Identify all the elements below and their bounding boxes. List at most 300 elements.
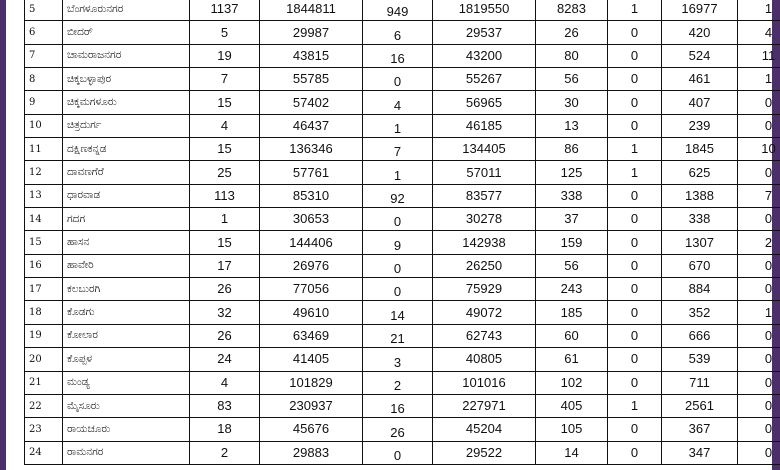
new-discharged-cell xyxy=(662,21,738,44)
table-row xyxy=(25,208,780,231)
new-discharged-cell xyxy=(662,324,738,347)
discharged-value: 1819550 xyxy=(458,1,510,17)
deaths-cell xyxy=(536,348,608,371)
other-deaths-value: 0 xyxy=(630,211,639,227)
total-positive-cell xyxy=(260,44,363,67)
active-cases-value: 4 xyxy=(220,117,229,133)
district-name-cell: ದಕ್ಷಿಣಕನ್ನಡ xyxy=(63,138,190,161)
total-positive-value: 85310 xyxy=(292,187,330,203)
serial-number-cell: 9 xyxy=(25,91,63,114)
new-cases-cell xyxy=(363,161,433,184)
other-deaths-value: 0 xyxy=(630,374,639,390)
new-discharged-value: 1388 xyxy=(685,187,714,203)
new-discharged-cell xyxy=(662,231,738,254)
deaths-value: 56 xyxy=(564,71,579,87)
deaths-cell xyxy=(536,418,608,441)
active-cases-value: 25 xyxy=(217,164,232,180)
serial-number-cell: 10 xyxy=(25,114,63,137)
new-discharged-cell xyxy=(662,348,738,371)
deaths-value: 185 xyxy=(560,304,583,320)
active-cases-value: 15 xyxy=(217,94,232,110)
total-positive-value: 26976 xyxy=(292,257,330,273)
icu-value: 0 xyxy=(764,164,773,180)
new-discharged-cell xyxy=(662,44,738,67)
other-deaths-cell xyxy=(608,161,662,184)
other-deaths-cell xyxy=(608,348,662,371)
deaths-cell xyxy=(536,301,608,324)
table-row xyxy=(25,394,780,417)
table-row xyxy=(25,138,780,161)
district-name-cell: ರಾಯಚೂರು xyxy=(63,418,190,441)
new-discharged-cell xyxy=(662,184,738,207)
icu-cell xyxy=(738,348,780,371)
icu-cell xyxy=(738,208,780,231)
total-positive-cell xyxy=(260,114,363,137)
icu-value: 0 xyxy=(764,281,773,297)
new-cases-value: 26 xyxy=(390,424,405,440)
total-positive-value: 55785 xyxy=(292,71,330,87)
icu-value: 2 xyxy=(764,234,773,250)
deaths-value: 37 xyxy=(564,211,579,227)
discharged-cell xyxy=(433,138,536,161)
new-discharged-cell xyxy=(662,138,738,161)
discharged-value: 26250 xyxy=(465,257,503,273)
district-name-cell: ಚಾಮರಾಜನಗರ xyxy=(63,44,190,67)
new-cases-value: 1 xyxy=(393,167,402,183)
new-cases-cell xyxy=(363,68,433,91)
other-deaths-cell xyxy=(608,418,662,441)
new-cases-value: 3 xyxy=(393,354,402,370)
other-deaths-value: 0 xyxy=(630,351,639,367)
icu-value: 0 xyxy=(764,94,773,110)
discharged-cell xyxy=(433,208,536,231)
icu-cell xyxy=(738,324,780,347)
icu-value: 0 xyxy=(764,327,773,343)
active-cases-value: 1137 xyxy=(210,1,239,17)
table-row xyxy=(25,278,780,301)
total-positive-cell xyxy=(260,394,363,417)
other-deaths-cell xyxy=(608,371,662,394)
icu-value: 7 xyxy=(764,187,773,203)
active-cases-value: 7 xyxy=(220,71,229,87)
deaths-cell xyxy=(536,138,608,161)
new-discharged-value: 16977 xyxy=(681,1,718,17)
deaths-value: 405 xyxy=(560,398,583,414)
total-positive-cell xyxy=(260,138,363,161)
new-discharged-value: 347 xyxy=(688,444,711,460)
active-cases-cell xyxy=(190,231,260,254)
total-positive-value: 41405 xyxy=(292,351,330,367)
icu-value: 0 xyxy=(764,421,773,437)
active-cases-cell xyxy=(190,301,260,324)
new-cases-cell xyxy=(363,441,433,464)
other-deaths-cell xyxy=(608,21,662,44)
other-deaths-cell xyxy=(608,441,662,464)
discharged-cell xyxy=(433,324,536,347)
total-positive-cell xyxy=(260,348,363,371)
new-cases-cell xyxy=(363,208,433,231)
active-cases-cell xyxy=(190,161,260,184)
new-discharged-value: 239 xyxy=(688,117,711,133)
new-discharged-value: 625 xyxy=(688,164,711,180)
active-cases-value: 4 xyxy=(220,374,229,390)
other-deaths-cell xyxy=(608,301,662,324)
table-row xyxy=(25,161,780,184)
active-cases-cell xyxy=(190,114,260,137)
active-cases-value: 17 xyxy=(217,257,232,273)
deaths-value: 102 xyxy=(560,374,583,390)
total-positive-value: 45676 xyxy=(292,421,330,437)
deaths-value: 86 xyxy=(564,141,579,157)
other-deaths-cell xyxy=(608,44,662,67)
discharged-value: 62743 xyxy=(465,327,503,343)
active-cases-value: 24 xyxy=(217,351,232,367)
icu-cell xyxy=(738,161,780,184)
new-cases-cell xyxy=(363,278,433,301)
icu-value: 1 xyxy=(764,1,773,17)
discharged-value: 40805 xyxy=(465,351,503,367)
discharged-value: 134405 xyxy=(462,141,506,157)
deaths-value: 243 xyxy=(560,281,583,297)
discharged-value: 49072 xyxy=(465,304,503,320)
district-name-cell: ಚಿತ್ರದುರ್ಗ xyxy=(63,114,190,137)
deaths-value: 30 xyxy=(564,94,579,110)
new-discharged-value: 539 xyxy=(688,351,711,367)
new-discharged-value: 666 xyxy=(688,327,711,343)
other-deaths-cell xyxy=(608,254,662,277)
icu-cell xyxy=(738,231,780,254)
deaths-cell xyxy=(536,278,608,301)
deaths-cell xyxy=(536,91,608,114)
discharged-value: 29522 xyxy=(465,444,503,460)
icu-value: 0 xyxy=(764,351,773,367)
active-cases-cell xyxy=(190,184,260,207)
district-name-cell: ಧಾರವಾಡ xyxy=(63,184,190,207)
other-deaths-cell xyxy=(608,114,662,137)
new-cases-value: 949 xyxy=(386,4,409,20)
new-discharged-cell xyxy=(662,114,738,137)
serial-number-cell: 8 xyxy=(25,68,63,91)
district-name-cell: ಕೊಡಗು xyxy=(63,301,190,324)
active-cases-cell xyxy=(190,418,260,441)
new-cases-value: 7 xyxy=(393,144,402,160)
new-cases-value: 6 xyxy=(393,27,402,43)
other-deaths-value: 0 xyxy=(630,421,639,437)
discharged-cell xyxy=(433,254,536,277)
active-cases-cell xyxy=(190,324,260,347)
deaths-value: 14 xyxy=(564,444,579,460)
icu-cell xyxy=(738,91,780,114)
deaths-value: 61 xyxy=(564,351,579,367)
discharged-cell xyxy=(433,231,536,254)
district-name-cell: ಬೆಂಗಳೂರುನಗರ xyxy=(63,0,190,21)
active-cases-cell xyxy=(190,0,260,21)
discharged-value: 43200 xyxy=(465,47,503,63)
district-name-cell: ಹಾಸನ xyxy=(63,231,190,254)
icu-value: 1 xyxy=(764,71,773,87)
deaths-value: 56 xyxy=(564,257,579,273)
total-positive-value: 63469 xyxy=(292,327,330,343)
serial-number-cell: 6 xyxy=(25,21,63,44)
icu-cell xyxy=(738,0,780,21)
left-border-bar xyxy=(0,0,6,470)
deaths-cell xyxy=(536,161,608,184)
active-cases-cell xyxy=(190,278,260,301)
active-cases-cell xyxy=(190,441,260,464)
other-deaths-cell xyxy=(608,91,662,114)
new-cases-cell xyxy=(363,348,433,371)
icu-value: 1 xyxy=(764,304,773,320)
icu-cell xyxy=(738,301,780,324)
new-cases-value: 16 xyxy=(390,51,405,67)
deaths-value: 159 xyxy=(560,234,583,250)
new-cases-value: 0 xyxy=(393,74,402,90)
new-discharged-value: 1845 xyxy=(685,141,714,157)
other-deaths-cell xyxy=(608,0,662,21)
new-discharged-cell xyxy=(662,0,738,21)
new-cases-cell xyxy=(363,184,433,207)
icu-value: 0 xyxy=(764,444,773,460)
total-positive-cell xyxy=(260,21,363,44)
new-cases-value: 0 xyxy=(393,261,402,277)
discharged-value: 75929 xyxy=(465,281,503,297)
discharged-value: 55267 xyxy=(465,71,503,87)
other-deaths-value: 0 xyxy=(630,117,639,133)
other-deaths-value: 0 xyxy=(630,24,639,40)
total-positive-cell xyxy=(260,0,363,21)
serial-number-cell: 7 xyxy=(25,44,63,67)
discharged-cell xyxy=(433,371,536,394)
district-name-cell: ರಾಮನಗರ xyxy=(63,441,190,464)
new-discharged-value: 2561 xyxy=(685,398,714,414)
new-discharged-cell xyxy=(662,254,738,277)
active-cases-value: 32 xyxy=(217,304,232,320)
total-positive-value: 46437 xyxy=(292,117,330,133)
total-positive-cell xyxy=(260,208,363,231)
new-discharged-value: 524 xyxy=(688,47,711,63)
active-cases-cell xyxy=(190,348,260,371)
discharged-cell xyxy=(433,301,536,324)
total-positive-cell xyxy=(260,254,363,277)
district-name-cell: ಕೋಲಾರ xyxy=(63,324,190,347)
icu-value: 0 xyxy=(764,117,773,133)
new-cases-cell xyxy=(363,254,433,277)
icu-cell xyxy=(738,138,780,161)
other-deaths-value: 0 xyxy=(630,47,639,63)
other-deaths-value: 0 xyxy=(630,257,639,273)
discharged-cell xyxy=(433,68,536,91)
deaths-cell xyxy=(536,21,608,44)
discharged-value: 142938 xyxy=(462,234,506,250)
new-discharged-value: 670 xyxy=(688,257,711,273)
new-cases-value: 2 xyxy=(393,377,402,393)
new-cases-value: 0 xyxy=(393,284,402,300)
icu-value: 0 xyxy=(764,211,773,227)
serial-number-cell: 11 xyxy=(25,138,63,161)
new-discharged-value: 420 xyxy=(688,24,711,40)
deaths-cell xyxy=(536,371,608,394)
other-deaths-value: 0 xyxy=(630,94,639,110)
new-discharged-value: 407 xyxy=(688,94,711,110)
district-name-cell: ಮೈಸೂರು xyxy=(63,394,190,417)
icu-cell xyxy=(738,114,780,137)
district-name-cell: ಗದಗ xyxy=(63,208,190,231)
serial-number-cell: 24 xyxy=(25,441,63,464)
table-row xyxy=(25,44,780,67)
discharged-value: 57011 xyxy=(466,164,502,180)
icu-value: 4 xyxy=(764,24,773,40)
table-row xyxy=(25,0,780,21)
new-discharged-cell xyxy=(662,418,738,441)
other-deaths-value: 0 xyxy=(630,281,639,297)
discharged-cell xyxy=(433,441,536,464)
table-row xyxy=(25,91,780,114)
icu-cell xyxy=(738,68,780,91)
deaths-cell xyxy=(536,231,608,254)
new-cases-value: 14 xyxy=(390,307,405,323)
active-cases-value: 1 xyxy=(220,211,229,227)
active-cases-value: 15 xyxy=(217,234,232,250)
new-cases-value: 16 xyxy=(390,401,405,417)
new-cases-cell xyxy=(363,394,433,417)
discharged-value: 83577 xyxy=(465,187,503,203)
active-cases-value: 19 xyxy=(217,47,232,63)
icu-cell xyxy=(738,21,780,44)
new-discharged-cell xyxy=(662,371,738,394)
new-cases-cell xyxy=(363,21,433,44)
other-deaths-value: 1 xyxy=(630,1,639,17)
icu-value: 0 xyxy=(764,398,773,414)
active-cases-value: 15 xyxy=(217,141,232,157)
new-discharged-cell xyxy=(662,441,738,464)
active-cases-cell xyxy=(190,254,260,277)
deaths-value: 60 xyxy=(564,327,579,343)
serial-number-cell: 5 xyxy=(25,0,63,21)
deaths-cell xyxy=(536,208,608,231)
other-deaths-value: 1 xyxy=(630,141,639,157)
total-positive-value: 57761 xyxy=(292,164,330,180)
discharged-value: 29537 xyxy=(465,24,503,40)
new-cases-value: 21 xyxy=(390,331,405,347)
serial-number-cell: 13 xyxy=(25,184,63,207)
district-name-cell: ಕಲಬುರಗಿ xyxy=(63,278,190,301)
active-cases-value: 5 xyxy=(220,24,229,40)
deaths-value: 26 xyxy=(564,24,579,40)
table-row xyxy=(25,441,780,464)
new-cases-cell xyxy=(363,0,433,21)
icu-value: 0 xyxy=(764,374,773,390)
discharged-cell xyxy=(433,418,536,441)
deaths-cell xyxy=(536,68,608,91)
new-discharged-cell xyxy=(662,91,738,114)
serial-number-cell: 12 xyxy=(25,161,63,184)
total-positive-value: 30653 xyxy=(292,211,330,227)
serial-number-cell: 19 xyxy=(25,324,63,347)
serial-number-cell: 18 xyxy=(25,301,63,324)
other-deaths-value: 0 xyxy=(630,71,639,87)
serial-number-cell: 20 xyxy=(25,348,63,371)
active-cases-value: 113 xyxy=(214,187,235,203)
total-positive-value: 29987 xyxy=(292,24,330,40)
total-positive-value: 77056 xyxy=(292,281,330,297)
icu-cell xyxy=(738,278,780,301)
total-positive-value: 144406 xyxy=(289,234,333,250)
active-cases-cell xyxy=(190,68,260,91)
total-positive-cell xyxy=(260,231,363,254)
new-cases-cell xyxy=(363,114,433,137)
new-cases-value: 0 xyxy=(393,214,402,230)
deaths-value: 105 xyxy=(560,421,583,437)
deaths-cell xyxy=(536,394,608,417)
discharged-cell xyxy=(433,0,536,21)
table-row xyxy=(25,301,780,324)
new-cases-cell xyxy=(363,44,433,67)
other-deaths-value: 1 xyxy=(630,398,639,414)
new-cases-cell xyxy=(363,301,433,324)
discharged-value: 227971 xyxy=(462,398,506,414)
icu-cell xyxy=(738,394,780,417)
new-cases-cell xyxy=(363,324,433,347)
new-discharged-value: 461 xyxy=(688,71,711,87)
discharged-value: 56965 xyxy=(465,94,503,110)
new-discharged-cell xyxy=(662,394,738,417)
discharged-cell xyxy=(433,278,536,301)
new-cases-value: 4 xyxy=(393,97,402,113)
active-cases-cell xyxy=(190,91,260,114)
deaths-cell xyxy=(536,324,608,347)
discharged-cell xyxy=(433,348,536,371)
discharged-cell xyxy=(433,91,536,114)
new-cases-cell xyxy=(363,91,433,114)
total-positive-value: 43815 xyxy=(292,47,330,63)
new-discharged-value: 1307 xyxy=(685,234,714,250)
deaths-cell xyxy=(536,0,608,21)
discharged-value: 101016 xyxy=(462,374,506,390)
deaths-value: 13 xyxy=(564,117,579,133)
total-positive-cell xyxy=(260,161,363,184)
icu-cell xyxy=(738,254,780,277)
other-deaths-value: 0 xyxy=(630,234,639,250)
discharged-cell xyxy=(433,44,536,67)
district-name-cell: ದಾವಣಗೆರೆ xyxy=(63,161,190,184)
serial-number-cell: 22 xyxy=(25,394,63,417)
deaths-cell xyxy=(536,44,608,67)
table-row xyxy=(25,231,780,254)
other-deaths-value: 0 xyxy=(630,327,639,343)
total-positive-value: 101829 xyxy=(289,374,333,390)
total-positive-cell xyxy=(260,68,363,91)
total-positive-cell xyxy=(260,371,363,394)
new-discharged-cell xyxy=(662,208,738,231)
other-deaths-cell xyxy=(608,68,662,91)
district-name-cell: ಮಂಡ್ಯ xyxy=(63,371,190,394)
table-row xyxy=(25,184,780,207)
new-discharged-cell xyxy=(662,161,738,184)
icu-cell xyxy=(738,184,780,207)
other-deaths-value: 1 xyxy=(630,164,639,180)
other-deaths-cell xyxy=(608,138,662,161)
new-cases-cell xyxy=(363,418,433,441)
total-positive-cell xyxy=(260,301,363,324)
discharged-value: 46185 xyxy=(465,117,503,133)
new-discharged-value: 338 xyxy=(688,211,711,227)
total-positive-value: 230937 xyxy=(289,398,333,414)
total-positive-cell xyxy=(260,441,363,464)
district-name-cell: ಚಿಕ್ಕಮಗಳೂರು xyxy=(63,91,190,114)
total-positive-value: 136346 xyxy=(289,141,333,157)
deaths-cell xyxy=(536,254,608,277)
other-deaths-value: 0 xyxy=(630,304,639,320)
